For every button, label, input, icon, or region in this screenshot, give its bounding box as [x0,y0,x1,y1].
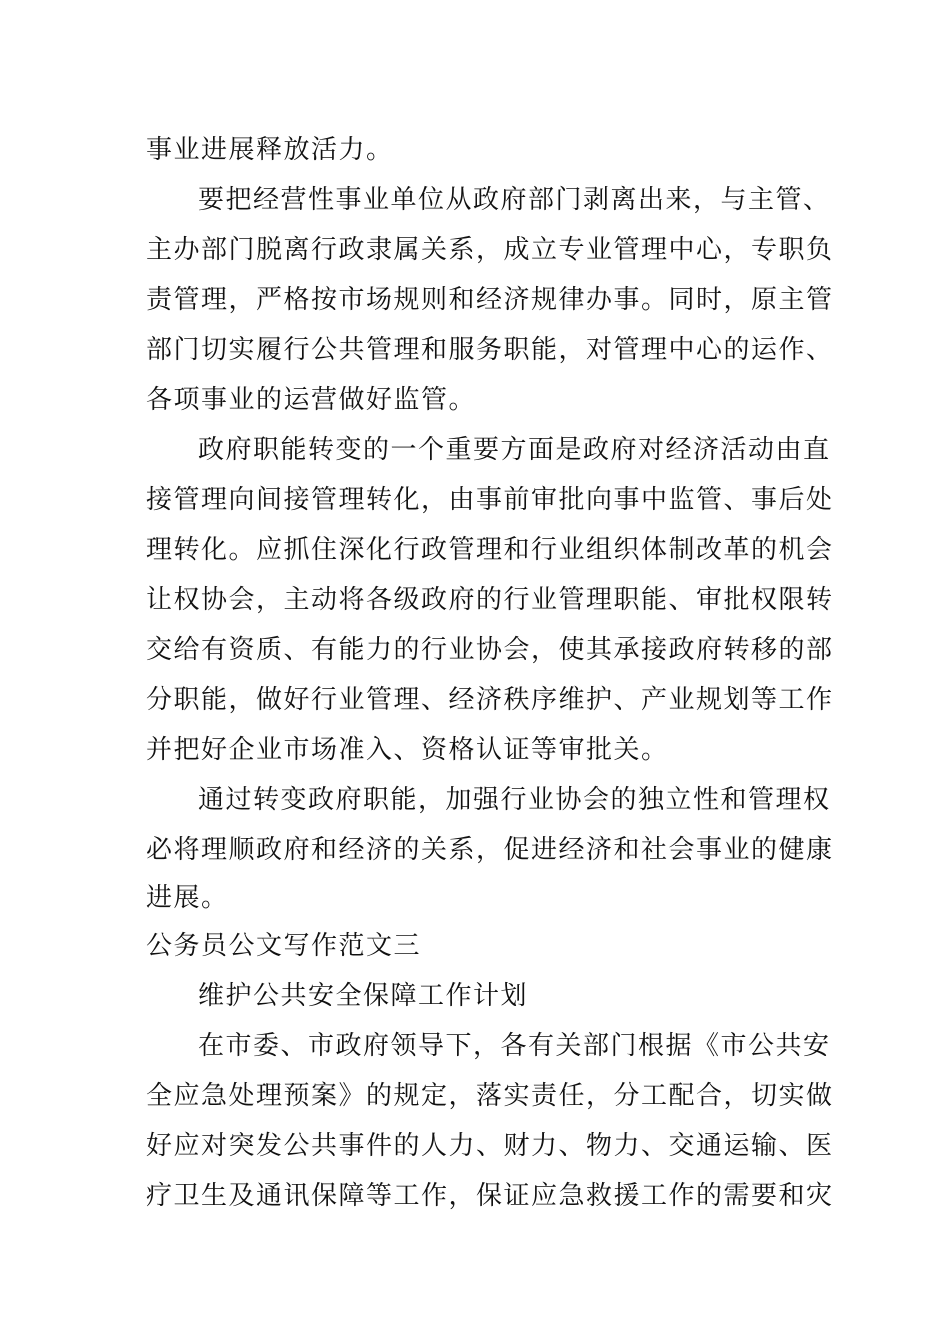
paragraph-start-line: 政府职能转变的一个重要方面是政府对经济活动由直 [198,435,831,465]
paragraph-start-line: 在市委、市政府领导下，各有关部门根据《市公共安 [198,1031,831,1061]
text-line: 并把好企业市场准入、资格认证等审批关。 [146,735,669,765]
text-line: 事业进展释放活力。 [146,135,394,165]
text-line: 让权协会，主动将各级政府的行业管理职能、审批权限转 [146,585,834,615]
paragraph-start-line: 通过转变政府职能，加强行业协会的独立性和管理权 [198,785,831,815]
plan-title: 维护公共安全保障工作计划 [198,981,529,1011]
text-line: 部门切实履行公共管理和服务职能，对管理中心的运作、 [146,335,834,365]
text-line: 交给有资质、有能力的行业协会，使其承接政府转移的部 [146,635,834,665]
text-line: 主办部门脱离行政隶属关系，成立专业管理中心，专职负 [146,235,834,265]
text-line: 理转化。应抓住深化行政管理和行业组织体制改革的机会 [146,535,834,565]
text-line: 各项事业的运营做好监管。 [146,385,477,415]
text-line: 责管理，严格按市场规则和经济规律办事。同时，原主管 [146,285,834,315]
text-line: 进展。 [146,883,229,913]
text-line: 接管理向间接管理转化，由事前审批向事中监管、事后处 [146,485,834,515]
text-line: 分职能，做好行业管理、经济秩序维护、产业规划等工作 [146,685,834,715]
paragraph-start-line: 要把经营性事业单位从政府部门剥离出来，与主管、 [198,185,831,215]
text-line: 好应对突发公共事件的人力、财力、物力、交通运输、医 [146,1131,834,1161]
text-line: 疗卫生及通讯保障等工作，保证应急救援工作的需要和灾 [146,1181,834,1211]
text-line: 全应急处理预案》的规定，落实责任，分工配合，切实做 [146,1081,834,1111]
section-heading: 公务员公文写作范文三 [146,931,422,961]
text-line: 必将理顺政府和经济的关系，促进经济和社会事业的健康 [146,835,834,865]
